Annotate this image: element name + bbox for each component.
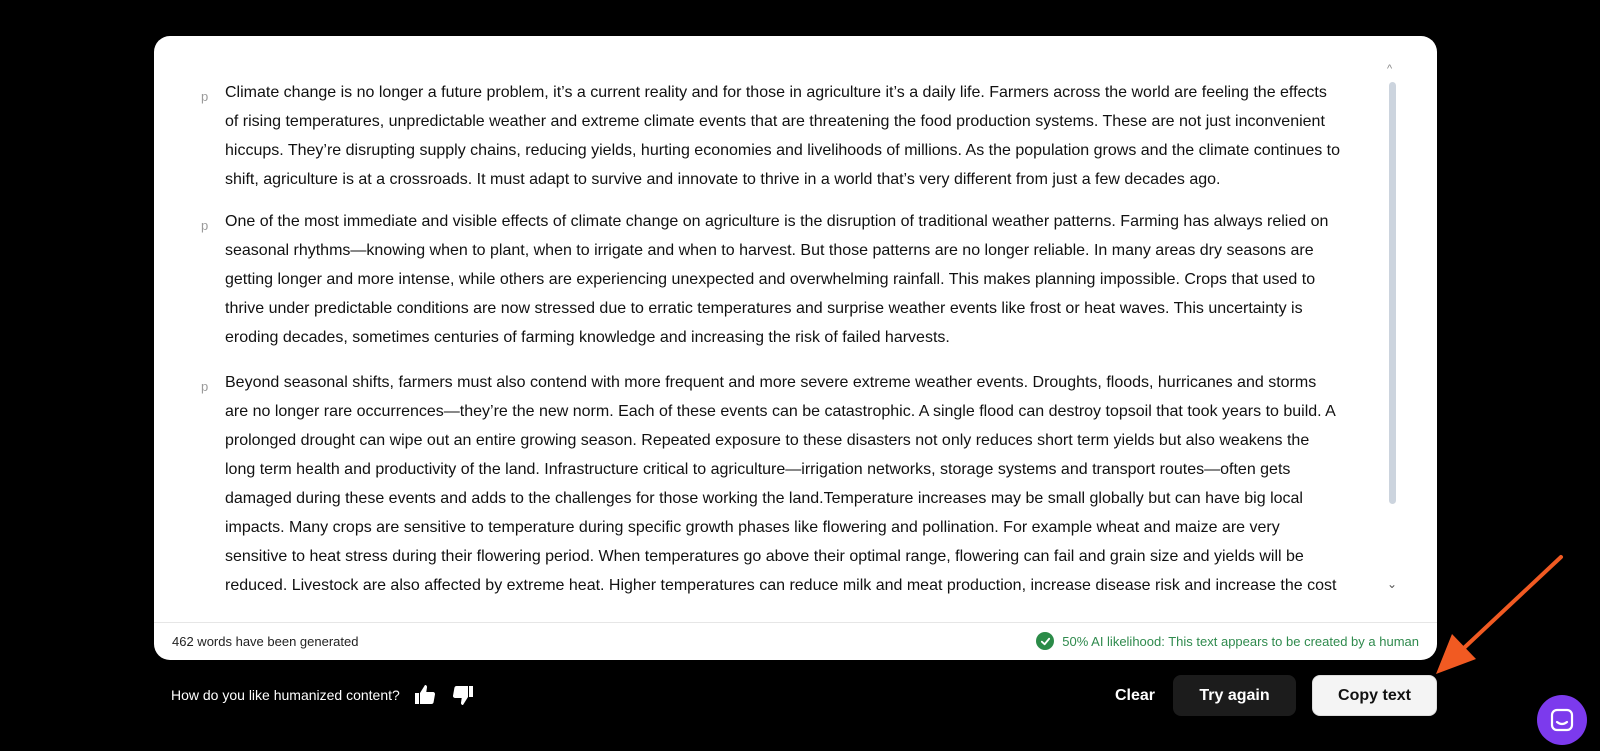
scroll-up-arrow-icon[interactable]: ^ [1387, 63, 1393, 75]
clear-button[interactable]: Clear [1114, 686, 1156, 704]
paragraph-text: Beyond seasonal shifts, farmers must also contend with more frequent and more severe extreme weather events. Droughts, floods, hurricanes and storms are no longer rare occurrences—they’re the new norm. Each of these events can be catastrophic. A single flood can destroy topsoil that took years to build. A prolonged drought can wipe out an entire growing season. Repeated exposure to these disasters not only reduces short term yields but also weakens the long term health and productivity of the land. Infrastructure critical to agriculture—irrigation networks, storage systems and transport routes—often gets damaged during these events and adds to the challenges for those working the land.Temperature increases may be small globally but can have big local impacts. Many crops are sensitive to temperature during specific growth phases like flowering and pollination. For example wheat and maize are very sensitive to heat stress during their flowering period. When temperatures go above their optimal range, flowering can fail and grain size and yields will be reduced. Livestock are also affected by extreme heat. Higher temperatures can reduce milk and meat production, increase disease risk and increase the cost [225, 374, 1337, 594]
ai-likelihood-text: 50% AI likelihood: This text appears to be created by a human [1062, 633, 1419, 649]
feedback-label: How do you like humanized content? [171, 687, 400, 703]
paragraph-text: Climate change is no longer a future problem, it’s a current reality and for those in agriculture it’s a daily life. Farmers across the world are feeling the effects of rising temperatures, unpredictable weather and extreme climate events that are threatening the food production systems. These are not just inconvenient hiccups. They’re disrupting supply chains, reducing yields, hurting economies and livelihoods of millions. As the population grows and the climate continues to shift, agriculture is at a crossroads. It must adapt to survive and innovate to thrive in a world that’s very different from just a few decades ago. [225, 84, 1340, 188]
humanized-output-card [154, 36, 1437, 660]
thumbs-up-icon[interactable] [412, 682, 438, 708]
scrollbar-thumb[interactable] [1389, 82, 1396, 504]
output-footer [154, 622, 1437, 660]
try-again-button[interactable]: Try again [1173, 675, 1296, 716]
check-circle-icon [1036, 632, 1054, 650]
paragraph-text: One of the most immediate and visible effects of climate change on agriculture is the disruption of traditional weather patterns. Farming has always relied on seasonal rhythms—knowing when to plant, when to irrigate and when to harvest. But those patterns are no longer reliable. In many areas dry seasons are getting longer and more intense, while others are experiencing unexpected and overwhelming rainfall. This makes planning impossible. Crops that used to thrive under predictable conditions are now stressed due to erratic temperatures and surprise weather events like frost or heat waves. This uncertainty is eroding decades, sometimes centuries of farming knowledge and increasing the risk of failed harvests. [225, 213, 1329, 346]
word-count: 462 words have been generated [172, 634, 359, 649]
scroll-down-chevron-icon[interactable]: ⌄ [1387, 577, 1398, 591]
ai-likelihood-status [1036, 632, 1419, 650]
paragraph-marker: p [201, 89, 209, 104]
chat-icon [1549, 707, 1575, 733]
feedback-bar [171, 683, 476, 707]
copy-text-button[interactable]: Copy text [1312, 675, 1437, 716]
thumbs-down-icon[interactable] [450, 682, 476, 708]
paragraph-marker: p [201, 379, 209, 394]
output-text-area[interactable] [154, 36, 1437, 622]
paragraph-marker: p [201, 218, 209, 233]
chat-support-button[interactable] [1537, 695, 1587, 745]
